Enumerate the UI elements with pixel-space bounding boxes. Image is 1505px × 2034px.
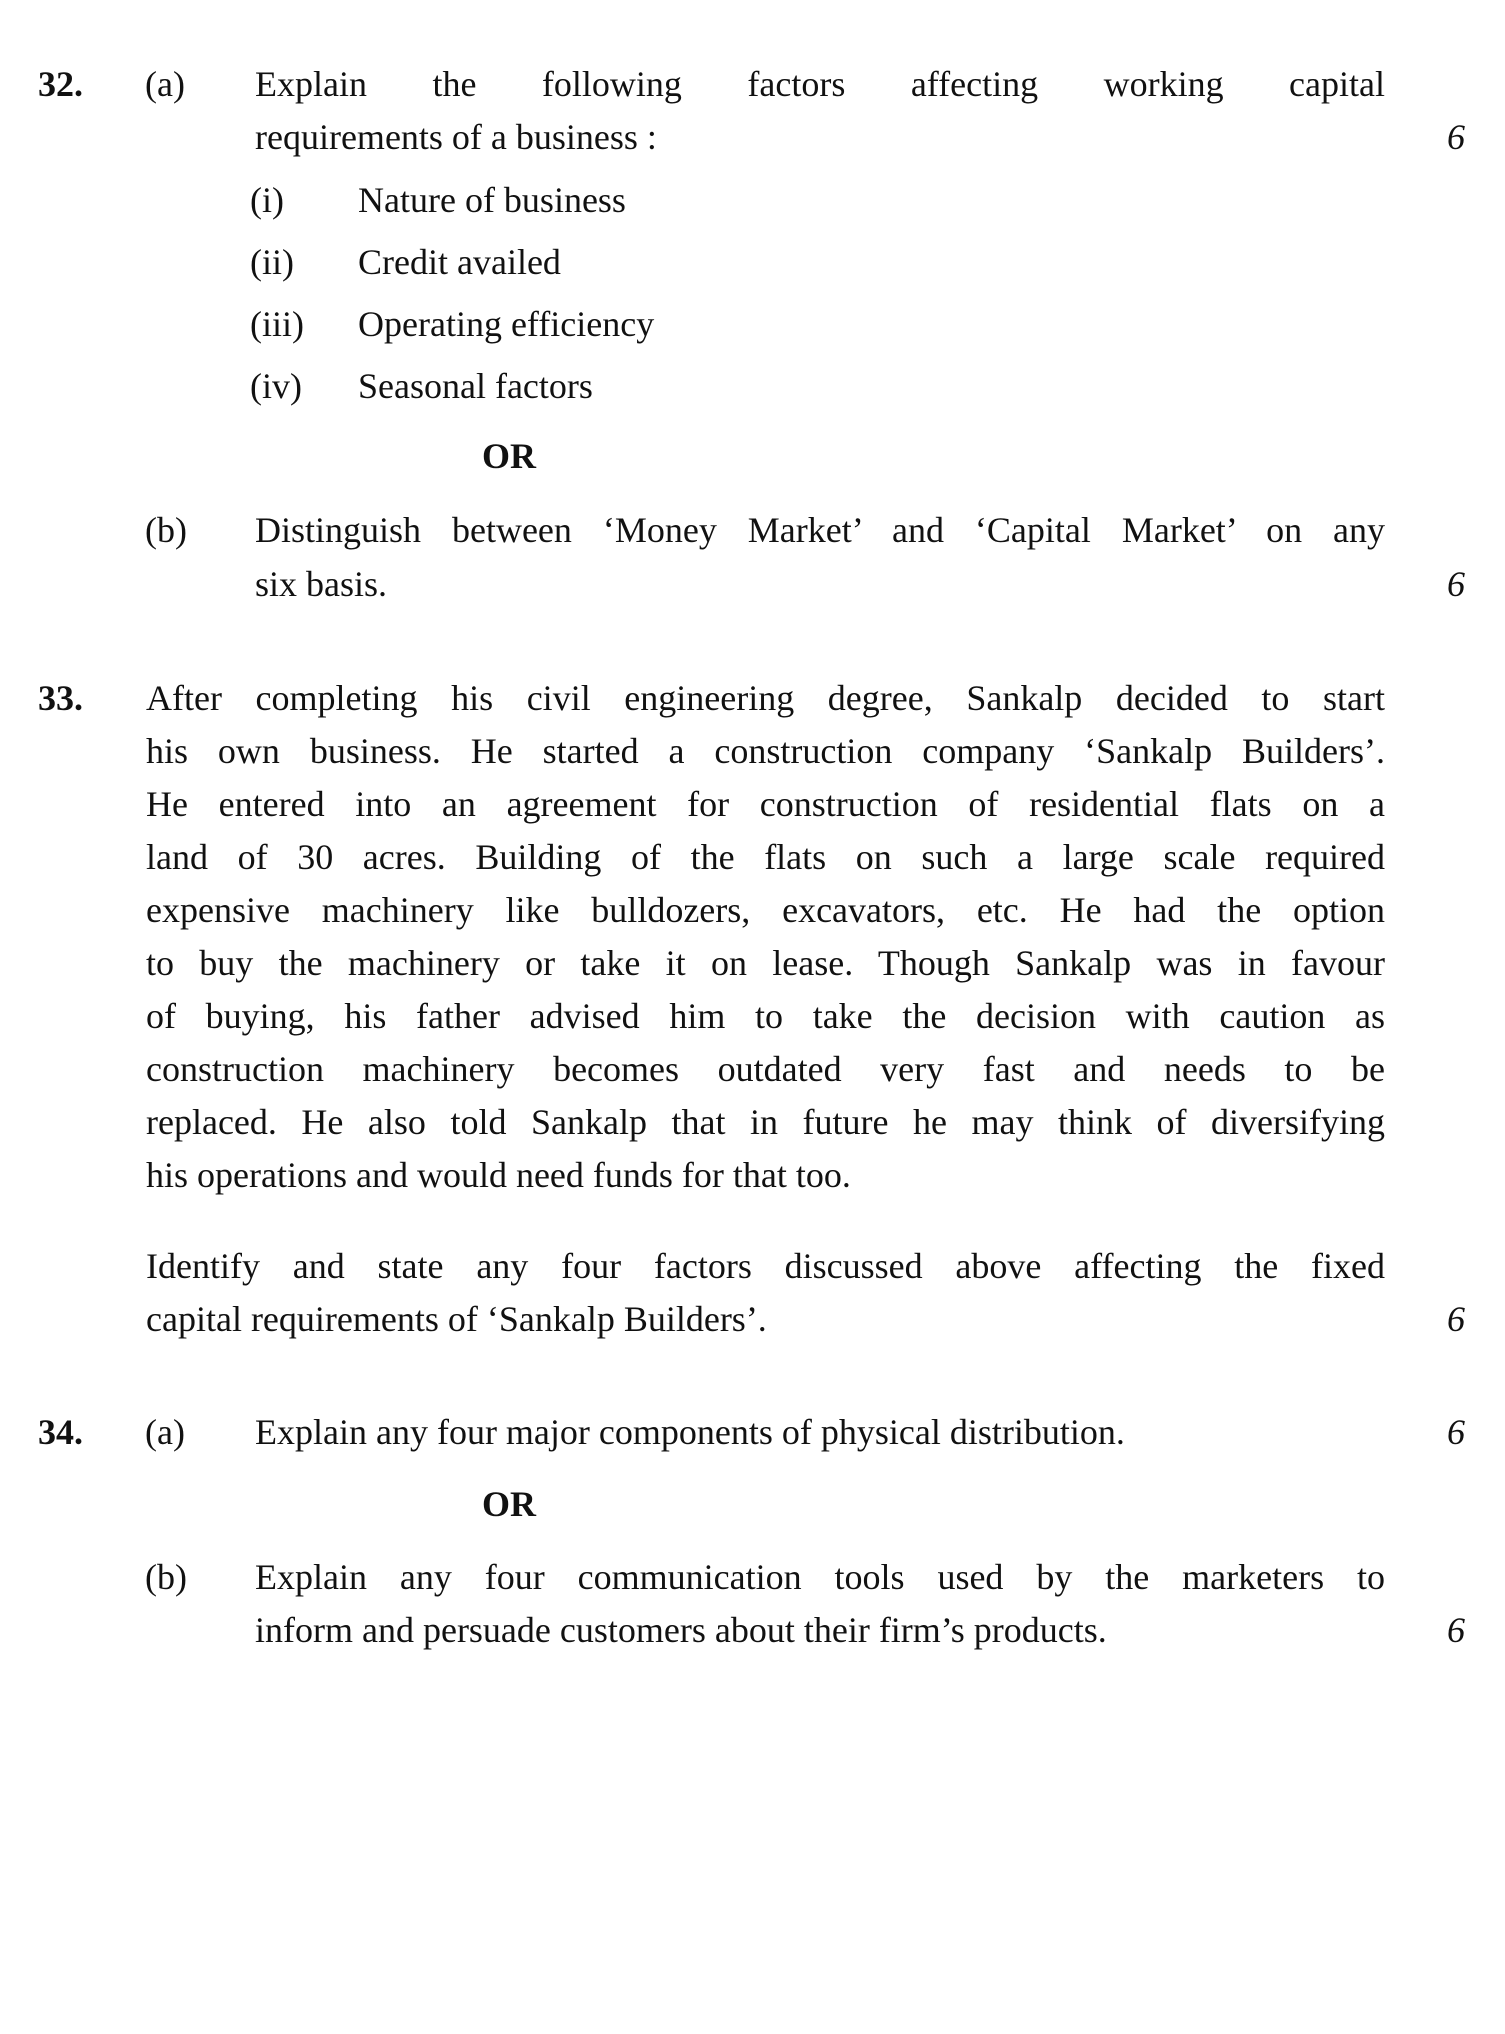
question-number: 33. (38, 678, 83, 718)
marks: 6 (1447, 564, 1465, 604)
item-text: Credit availed (358, 242, 561, 282)
item-numeral: (ii) (250, 242, 294, 282)
part-label-b: (b) (145, 510, 187, 550)
task-line: capital requirements of ‘Sankalp Builders’. (146, 1299, 767, 1339)
question-text-line: Explain any four communication tools used by the marketers to (255, 1557, 1385, 1597)
part-label-a: (a) (145, 1412, 185, 1452)
item-numeral: (iii) (250, 304, 304, 344)
part-label-b: (b) (145, 1557, 187, 1597)
question-text-line: Explain any four major components of physical distribution. (255, 1412, 1125, 1452)
paragraph-line: expensive machinery like bulldozers, excavators, etc. He had the option (146, 890, 1385, 930)
task-line: Identify and state any four factors discussed above affecting the fixed (146, 1246, 1385, 1286)
item-text: Seasonal factors (358, 366, 593, 406)
paragraph-line: of buying, his father advised him to take the decision with caution as (146, 996, 1385, 1036)
or-divider: OR (482, 1484, 536, 1524)
item-text: Operating efficiency (358, 304, 655, 344)
paragraph-line: He entered into an agreement for construction of residential flats on a (146, 784, 1385, 824)
item-text: Nature of business (358, 180, 626, 220)
part-label-a: (a) (145, 64, 185, 104)
question-text-line: six basis. (255, 564, 388, 604)
question-number: 34. (38, 1412, 83, 1452)
question-text-line: inform and persuade customers about their firm’s products. (255, 1610, 1107, 1650)
paragraph-line: his operations and would need funds for that too. (146, 1155, 851, 1195)
or-divider: OR (482, 436, 536, 476)
paragraph-line: land of 30 acres. Building of the flats on such a large scale required (146, 837, 1385, 877)
paragraph-line: his own business. He started a construction company ‘Sankalp Builders’. (146, 731, 1385, 771)
paragraph-line: construction machinery becomes outdated very fast and needs to be (146, 1049, 1385, 1089)
item-numeral: (i) (250, 180, 284, 220)
question-text-line: Distinguish between ‘Money Market’ and ‘Capital Market’ on any (255, 510, 1385, 550)
paragraph-line: replaced. He also told Sankalp that in future he may think of diversifying (146, 1102, 1385, 1142)
question-number: 32. (38, 64, 83, 104)
question-text-line: Explain the following factors affecting working capital (255, 64, 1385, 104)
marks: 6 (1447, 1610, 1465, 1650)
marks: 6 (1447, 1412, 1465, 1452)
question-text-line: requirements of a business : (255, 117, 657, 157)
paragraph-line: After completing his civil engineering degree, Sankalp decided to start (146, 678, 1385, 718)
marks: 6 (1447, 1299, 1465, 1339)
paragraph-line: to buy the machinery or take it on lease. Though Sankalp was in favour (146, 943, 1385, 983)
item-numeral: (iv) (250, 366, 302, 406)
marks: 6 (1447, 117, 1465, 157)
